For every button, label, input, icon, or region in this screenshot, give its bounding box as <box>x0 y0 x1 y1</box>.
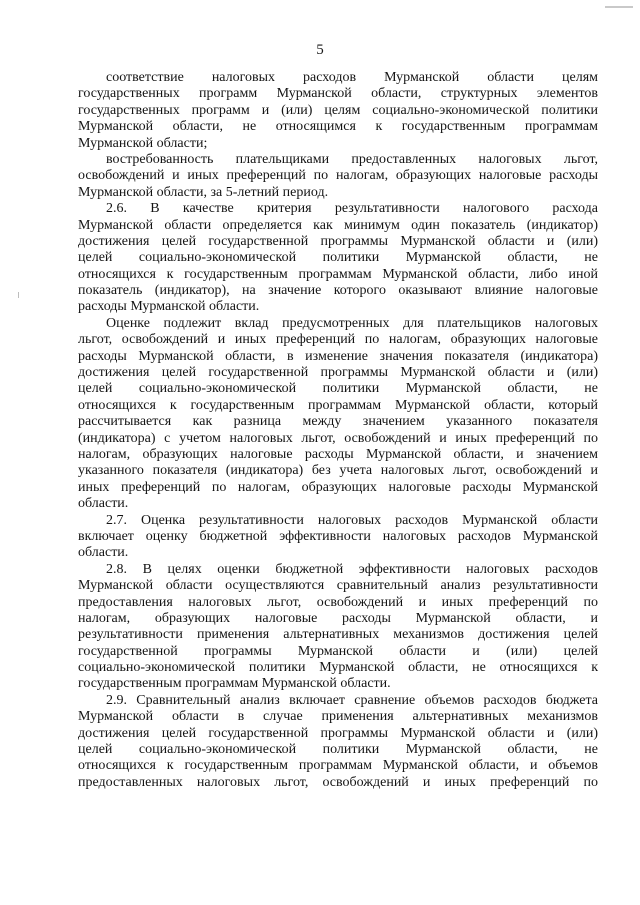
text-line: предоставленных налоговых льгот, освобождений и иных преференций по <box>78 774 598 790</box>
text-line: включает оценку бюджетной эффективности налоговых расходов Мурманской <box>78 528 598 544</box>
text-line: социально-экономической политики Мурманской области, не относящихся к <box>78 660 598 676</box>
text-line: иных преференций по налогам, образующих налоговые расходы Мурманской <box>78 479 598 495</box>
text-line: области. <box>78 496 129 512</box>
text-line: результативности применения альтернативных механизмов достижения целей <box>78 627 598 643</box>
text-line: (индикатора) с учетом налоговых льгот, освобождений и иных преференций по <box>78 430 598 446</box>
text-line: расходы Мурманской области, в изменение значения показателя (индикатора) <box>78 348 598 364</box>
body-text <box>78 70 598 791</box>
text-line: освобождений и иных преференций по налогам, образующих налоговые расходы <box>78 168 598 184</box>
text-line: показатель (индикатор), на значение которого оказывают влияние налоговые <box>78 283 598 299</box>
text-line: Мурманской области, за 5-летний период. <box>78 184 329 200</box>
text-line: Мурманской области осуществляются сравнительный анализ результативности <box>78 578 598 594</box>
scan-artifact-line <box>605 6 633 8</box>
text-line: области. <box>78 545 129 561</box>
text-line: государственных программ и (или) целям социально-экономической политики <box>78 102 598 118</box>
text-line: относящихся к государственным программам Мурманской области, либо иной <box>78 266 598 282</box>
scan-artifact-mark <box>18 292 19 298</box>
text-line: достижения целей государственной программы Мурманской области и (или) <box>78 725 598 741</box>
text-line: относящихся к государственным программам Мурманской области, и объемов <box>78 758 598 774</box>
text-line: указанного показателя (индикатора) без учета налоговых льгот, освобождений и <box>78 463 598 479</box>
text-line: Мурманской области, не относящимся к государственным программам <box>78 119 598 135</box>
text-line: государственным программам Мурманской области. <box>78 676 391 692</box>
text-line: Мурманской области в случае применения альтернативных механизмов <box>78 709 598 725</box>
text-line: относящихся к государственным программам Мурманской области, который <box>78 397 598 413</box>
text-line: достижения целей государственной программы Мурманской области и (или) <box>78 365 598 381</box>
text-line: 2.9. Сравнительный анализ включает сравнение объемов расходов бюджета <box>106 692 598 708</box>
text-line: Оценке подлежит вклад предусмотренных для плательщиков налоговых <box>106 315 598 331</box>
text-line: льгот, освобождений и иных преференций по налогам, образующих налоговые <box>78 332 598 348</box>
text-line: предоставления налоговых льгот, освобождений и иных преференций по <box>78 594 598 610</box>
text-line: государственных программ Мурманской области, структурных элементов <box>78 86 598 102</box>
text-line: рассчитывается как разница между значением указанного показателя <box>78 414 598 430</box>
text-line: Мурманской области определяется как минимум один показатель (индикатор) <box>78 217 598 233</box>
text-line: Мурманской области; <box>78 135 208 151</box>
text-line: целей социально-экономической политики Мурманской области, не <box>78 742 598 758</box>
text-line: налогам, образующих налоговые расходы Мурманской области, и значением <box>78 446 598 462</box>
text-line: 2.7. Оценка результативности налоговых расходов Мурманской области <box>106 512 598 528</box>
text-line: достижения целей государственной программы Мурманской области и (или) <box>78 233 598 249</box>
text-line: 2.8. В целях оценки бюджетной эффективности налоговых расходов <box>106 561 598 577</box>
text-line: востребованность плательщиками предоставленных налоговых льгот, <box>106 151 598 167</box>
text-line: расходы Мурманской области. <box>78 299 260 315</box>
text-line: целей социально-экономической политики Мурманской области, не <box>78 381 598 397</box>
text-line: государственной программы Мурманской области и (или) целей <box>78 643 598 659</box>
text-line: соответствие налоговых расходов Мурманской области целям <box>106 70 598 85</box>
text-line: 2.6. В качестве критерия результативности налогового расхода <box>106 201 598 217</box>
text-line: целей социально-экономической политики Мурманской области, не <box>78 250 598 266</box>
text-line: налогам, образующих налоговые расходы Мурманской области, и <box>78 610 598 626</box>
page-number: 5 <box>316 42 324 58</box>
